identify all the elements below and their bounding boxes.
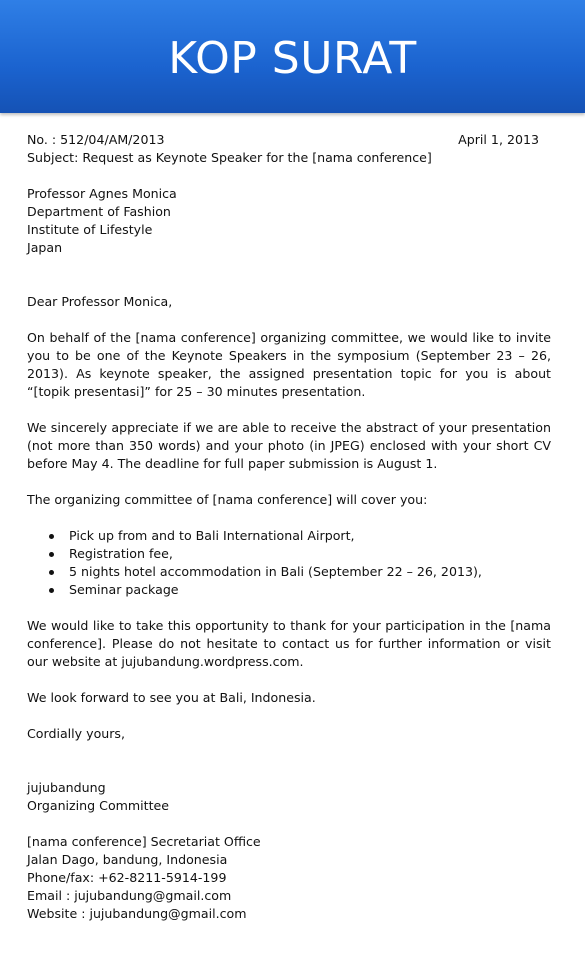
coverage-item-airport: Pick up from and to Bali International Airport,: [27, 527, 551, 545]
recipient-name: Professor Agnes Monica: [27, 186, 177, 201]
office-address: Jalan Dago, bandung, Indonesia: [27, 852, 228, 867]
recipient-country: Japan: [27, 240, 63, 255]
recipient-block: [27, 185, 551, 257]
thanks-paragraph: We would like to take this opportunity to thank for your participation in the [nama conference]. Please do not hesitate to contact us for further information or visit our website at jujubandung.wordpress.com.: [27, 618, 551, 669]
letter-body: [27, 131, 551, 923]
recipient-department: Department of Fashion: [27, 204, 171, 219]
letterhead-title: KOP SURAT: [168, 33, 417, 84]
signer-title: Organizing Committee: [27, 798, 170, 813]
closing-line: We look forward to see you at Bali, Indonesia.: [27, 690, 316, 705]
coverage-item-registration: Registration fee,: [27, 545, 551, 563]
coverage-intro: The organizing committee of [nama conference] will cover you:: [27, 492, 428, 507]
letter-number: No. : 512/04/AM/2013: [27, 132, 165, 147]
signer-name: jujubandung: [27, 780, 106, 795]
office-website: Website : jujubandung@gmail.com: [27, 906, 247, 921]
invitation-paragraph: On behalf of the [nama conference] organizing committee, we would like to invite you to be one of the Keynote Speakers in the symposium (September 23 – 26, 2013). As keynote speaker, the assigned presentation topic for you is about “[topik presentasi]” for 25 – 30 minutes presentation.: [27, 330, 551, 399]
coverage-item-hotel: 5 nights hotel accommodation in Bali (September 22 – 26, 2013),: [27, 563, 551, 581]
recipient-institute: Institute of Lifestyle: [27, 222, 153, 237]
office-name: [nama conference] Secretariat Office: [27, 834, 261, 849]
reference-row: [27, 131, 551, 149]
office-phone: Phone/fax: +62-8211-5914-199: [27, 870, 227, 885]
letter-subject: Subject: Request as Keynote Speaker for the [nama conference]: [27, 150, 432, 165]
office-email: Email : jujubandung@gmail.com: [27, 888, 232, 903]
coverage-list: [27, 527, 551, 599]
salutation: Dear Professor Monica,: [27, 294, 173, 309]
valediction: Cordially yours,: [27, 726, 126, 741]
office-contact-block: [27, 833, 551, 923]
coverage-item-seminar: Seminar package: [27, 581, 551, 599]
letter-date: April 1, 2013: [458, 132, 539, 147]
letterhead-banner: [0, 0, 585, 113]
abstract-request-paragraph: We sincerely appreciate if we are able to receive the abstract of your presentation (not more than 350 words) and your photo (in JPEG) enclosed with your short CV before May 4. The deadline for full paper submission is August 1.: [27, 420, 551, 471]
